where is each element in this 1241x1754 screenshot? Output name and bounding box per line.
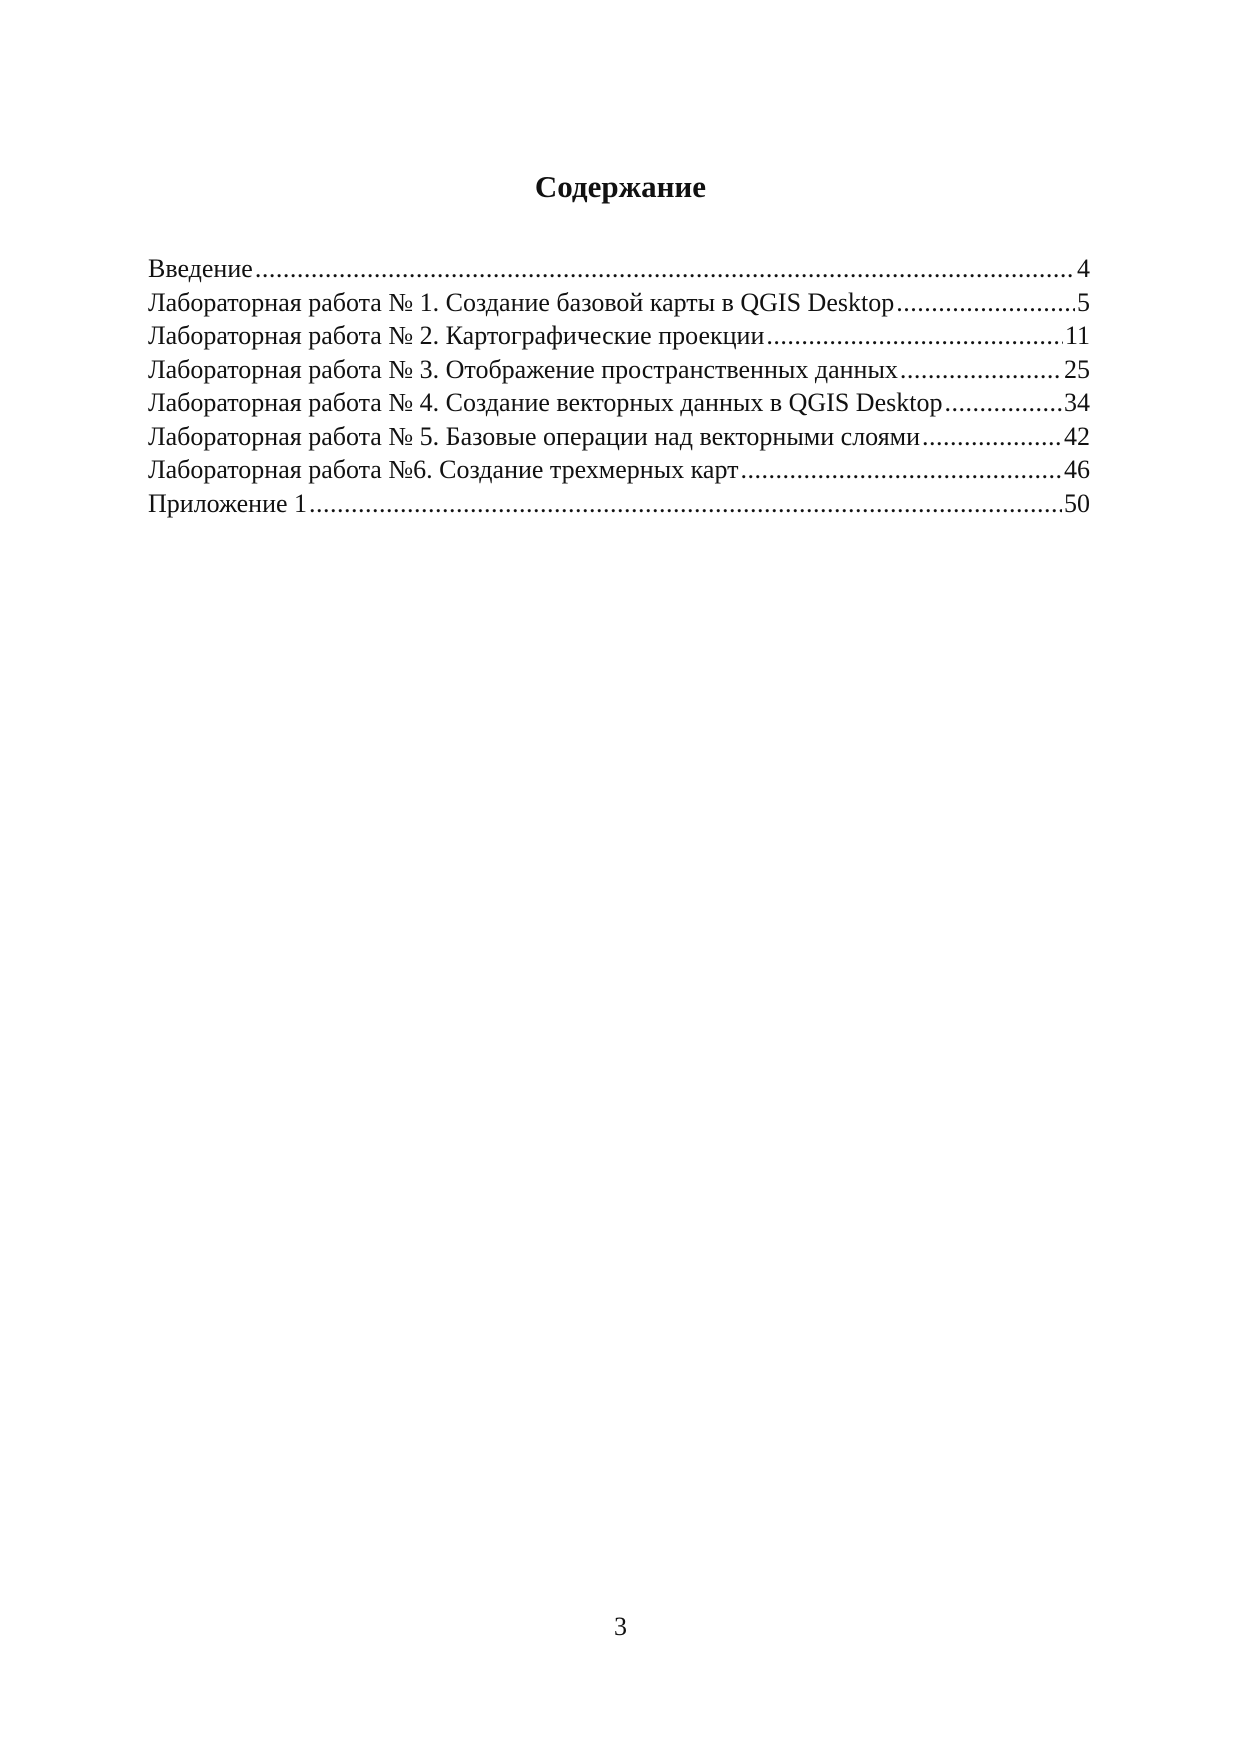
toc-entry[interactable] [148,420,1090,454]
toc-entry-page: 50 [1064,488,1090,518]
toc-entry-title: Лабораторная работа № 3. Отображение пространственных данных [148,354,898,384]
toc-dot-leader [900,353,1062,387]
toc-entry-page: 25 [1064,354,1090,384]
toc-entry[interactable] [148,319,1090,353]
toc-entry[interactable] [148,252,1090,286]
toc-entry[interactable] [148,453,1090,487]
toc-entry-title: Лабораторная работа №6. Создание трехмерных карт [148,455,739,484]
toc-dot-leader [766,319,1063,353]
toc-entry-page: 11 [1064,321,1090,350]
page-number: 3 [614,1612,627,1641]
toc-entry-page: 4 [1077,254,1090,283]
toc-entry[interactable] [148,386,1090,420]
toc-dot-leader [740,453,1062,487]
toc-entry-page: 46 [1064,455,1090,484]
toc-dot-leader [309,487,1062,521]
toc-entry-page: 5 [1077,287,1090,317]
page-title: Содержание [534,168,707,204]
toc-dot-leader [255,252,1075,286]
toc-entry[interactable] [148,353,1090,387]
toc-dot-leader [896,286,1075,320]
toc-dot-leader [922,420,1062,454]
toc-entry-title: Лабораторная работа № 4. Создание векторных данных в QGIS Desktop [148,388,943,417]
table-of-contents [148,252,1090,520]
toc-entry-title: Лабораторная работа № 2. Картографические проекции [148,321,765,350]
toc-entry[interactable] [148,286,1090,320]
toc-dot-leader [944,386,1062,420]
toc-entry-page: 42 [1064,421,1090,451]
toc-entry[interactable] [148,487,1090,521]
toc-entry-title: Лабораторная работа № 5. Базовые операции над векторными слоями [148,421,921,451]
toc-entry-page: 34 [1064,388,1090,417]
toc-entry-title: Введение [148,254,253,283]
toc-entry-title: Приложение 1 [148,488,308,518]
toc-entry-title: Лабораторная работа № 1. Создание базовой карты в QGIS Desktop [148,287,895,317]
